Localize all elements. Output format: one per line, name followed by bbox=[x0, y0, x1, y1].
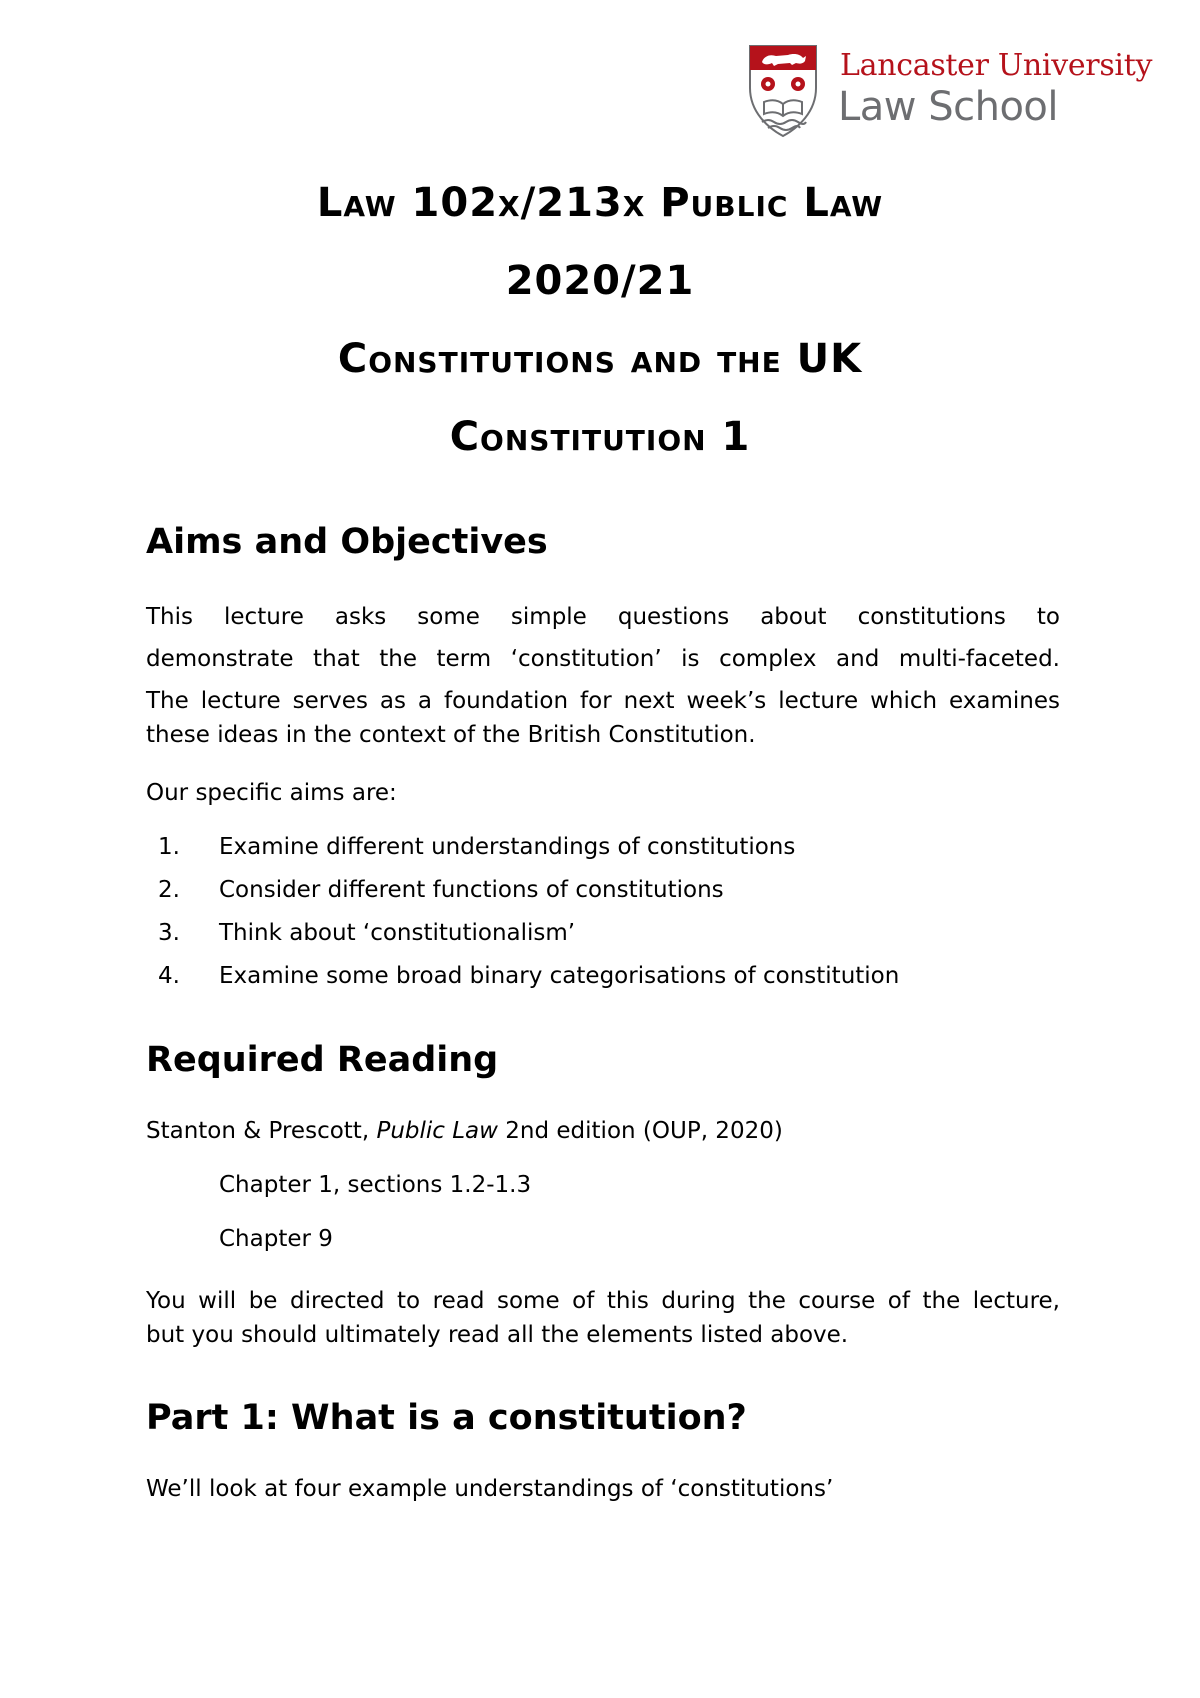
aims-heading: Aims and Objectives bbox=[146, 522, 548, 562]
lecture-title-line-1: Constitutions and the UK bbox=[337, 336, 863, 382]
reading-chapter-1: Chapter 1, sections 1.2-1.3 bbox=[219, 1172, 532, 1198]
list-text: Consider different functions of constitutions bbox=[219, 877, 724, 903]
reading-direction-line-2: but you should ultimately read all the elements listed above. bbox=[146, 1322, 849, 1348]
academic-year: 2020/21 bbox=[505, 258, 695, 304]
list-number: 2. bbox=[158, 877, 180, 903]
aims-intro: Our specific aims are: bbox=[146, 780, 397, 806]
list-item bbox=[146, 877, 724, 920]
list-item bbox=[146, 834, 796, 877]
citation-edition: 2nd edition (OUP, 2020) bbox=[497, 1118, 783, 1144]
university-logo bbox=[748, 44, 1153, 140]
reading-direction-line-1: You will be directed to read some of this during the course of the lecture, bbox=[146, 1288, 1060, 1314]
list-item bbox=[146, 963, 900, 1006]
reading-citation bbox=[146, 1118, 783, 1144]
lecture-title-line-2: Constitution 1 bbox=[449, 414, 751, 460]
aims-paragraph-line-1: This lecture asks some simple questions about constitutions to bbox=[146, 604, 1060, 630]
aims-paragraph-line-4: these ideas in the context of the British Constitution. bbox=[146, 722, 756, 748]
citation-title: Public Law bbox=[376, 1118, 498, 1144]
list-text: Examine some broad binary categorisations of constitution bbox=[219, 963, 900, 989]
school-name: Law School bbox=[838, 84, 1059, 130]
list-text: Examine different understandings of constitutions bbox=[219, 834, 796, 860]
reading-heading: Required Reading bbox=[146, 1040, 499, 1080]
aims-list bbox=[146, 834, 900, 1006]
citation-authors: Stanton & Prescott, bbox=[146, 1118, 377, 1144]
list-item bbox=[146, 920, 576, 963]
aims-paragraph-line-2: demonstrate that the term ‘constitution’ is complex and multi-faceted. bbox=[146, 646, 1060, 672]
part1-heading: Part 1: What is a constitution? bbox=[146, 1398, 747, 1438]
university-name: Lancaster University bbox=[840, 48, 1153, 83]
list-number: 3. bbox=[158, 920, 180, 946]
list-number: 1. bbox=[158, 834, 180, 860]
reading-chapter-9: Chapter 9 bbox=[219, 1226, 333, 1252]
course-title: Law 102x/213x Public Law bbox=[316, 180, 884, 226]
list-number: 4. bbox=[158, 963, 180, 989]
aims-paragraph-line-3: The lecture serves as a foundation for next week’s lecture which examines bbox=[146, 688, 1060, 714]
part1-intro: We’ll look at four example understandings of ‘constitutions’ bbox=[146, 1476, 834, 1502]
list-text: Think about ‘constitutionalism’ bbox=[219, 920, 576, 946]
crest-icon bbox=[748, 44, 818, 138]
